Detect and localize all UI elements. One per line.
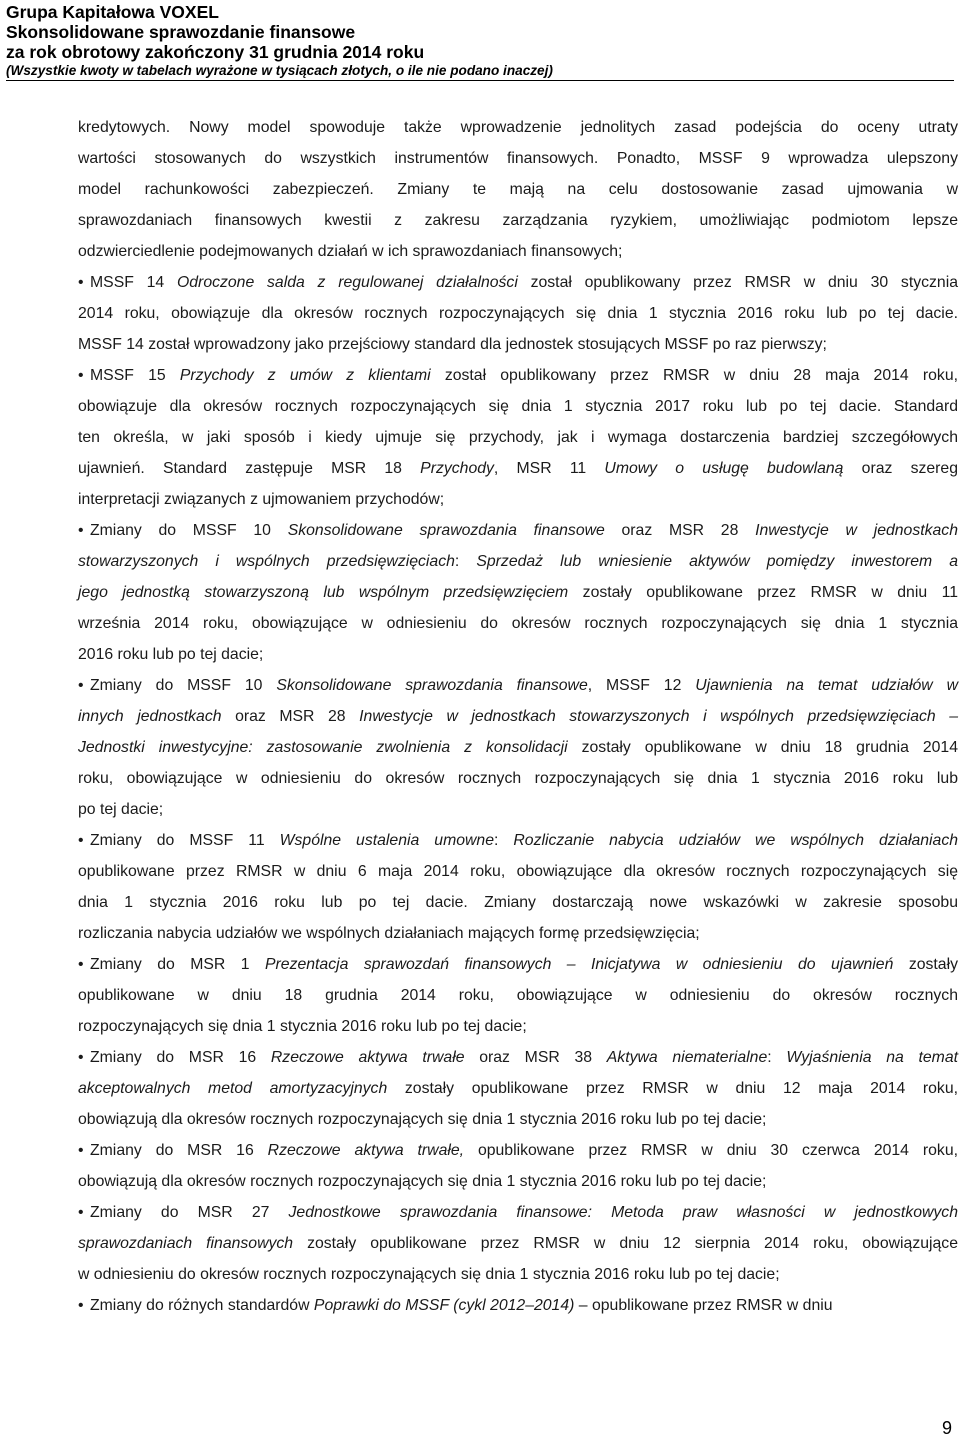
text-segment: zostały opublikowane w dniu 18 grudnia 2014 (567, 739, 958, 756)
text-segment: : (494, 832, 514, 849)
italic-text: Rozliczanie nabycia udziałów we wspólnych działaniach (513, 832, 959, 849)
text-segment: ten określa, w jaki sposób i kiedy ujmuje się przychody, jak i wymaga dostarczenia bardziej szczegółowych (78, 429, 958, 446)
text-segment: oraz szereg (843, 460, 959, 477)
bullet-icon: • (78, 677, 84, 694)
list-item-start-line (78, 670, 958, 701)
italic-text: Przychody z umów z klientami (179, 367, 431, 384)
header-rule (6, 80, 954, 81)
text-segment: oraz MSR 38 (464, 1049, 607, 1066)
bullet-icon: • (78, 1297, 84, 1314)
text-segment: : (454, 553, 477, 570)
text-line (78, 546, 958, 577)
text-line (78, 856, 958, 887)
bullet-icon: • (78, 832, 84, 849)
list-item-start-line (78, 1135, 958, 1166)
text-segment: zostały opublikowane przez RMSR w dniu 12 sierpnia 2014 roku, obowiązujące (293, 1235, 958, 1252)
text-segment: zostały opublikowane przez RMSR w dniu 12 maja 2014 roku, (387, 1080, 959, 1097)
text-segment: Zmiany do różnych standardów (90, 1297, 314, 1314)
list-item-start-line (78, 825, 958, 856)
list-item-start-line (78, 1042, 958, 1073)
text-line (78, 1073, 958, 1104)
text-segment: zostały (893, 956, 958, 973)
bullet-icon: • (78, 1204, 84, 1221)
text-segment: , MSSF 12 (587, 677, 696, 694)
italic-text: Sprzedaż lub wniesienie aktywów pomiędzy inwestorem a (476, 553, 958, 570)
text-line (78, 577, 958, 608)
text-segment: oraz MSR 28 (604, 522, 756, 539)
text-segment: obowiązują dla okresów rocznych rozpoczynających się dnia 1 stycznia 2016 roku lub po tej dacie; (78, 1111, 767, 1128)
text-segment: rozliczania nabycia udziałów we wspólnych działaniach mających formę przedsięwzięcia; (78, 925, 700, 942)
text-segment: został opublikowany przez RMSR w dniu 30 stycznia (517, 274, 958, 291)
text-segment: opublikowane w dniu 18 grudnia 2014 roku, obowiązujące w odniesieniu do okresów rocznych (78, 987, 958, 1004)
text-line (78, 329, 958, 360)
italic-text: Przychody (420, 460, 494, 477)
text-segment: : (767, 1049, 787, 1066)
list-item-start-line (78, 515, 958, 546)
text-segment: , MSR 11 (493, 460, 605, 477)
bullet-icon: • (78, 274, 84, 291)
italic-text: sprawozdaniach finansowych (78, 1235, 294, 1252)
text-segment: Zmiany do MSSF 10 (90, 522, 288, 539)
text-segment: – opublikowane przez RMSR w dniu (574, 1297, 833, 1314)
text-segment: sprawozdaniach finansowych kwestii z zakresu zarządzania ryzykiem, umożliwiając podmiotom lepsze (78, 212, 958, 229)
text-line (78, 794, 958, 825)
text-segment: opublikowane przez RMSR w dniu 30 czerwca 2014 roku, (464, 1142, 958, 1159)
text-segment: Zmiany do MSR 1 (90, 956, 265, 973)
italic-text: Skonsolidowane sprawozdania finansowe (276, 677, 588, 694)
text-line (78, 484, 958, 515)
list-item-start-line (78, 949, 958, 980)
report-period: za rok obrotowy zakończony 31 grudnia 2014 roku (6, 42, 425, 62)
text-line (78, 236, 958, 267)
text-segment: września 2014 roku, obowiązujące w odniesieniu do okresów rocznych rozpoczynających się dnia 1 stycznia (78, 615, 958, 632)
text-segment: został opublikowany przez RMSR w dniu 28 maja 2014 roku, (430, 367, 958, 384)
text-line (78, 1104, 958, 1135)
text-segment: Zmiany do MSR 16 (90, 1049, 271, 1066)
italic-text: stowarzyszonych i wspólnych przedsięwzięciach (78, 553, 455, 570)
text-segment: 2016 roku lub po tej dacie; (78, 646, 264, 663)
bullet-icon: • (78, 956, 84, 973)
text-segment: kredytowych. Nowy model spowoduje także wprowadzenie jednolitych zasad podejścia do oceny utraty (78, 119, 958, 136)
text-line (78, 980, 958, 1011)
italic-text: Odroczone salda z regulowanej działalności (176, 274, 518, 291)
italic-text: Inwestycje w jednostkach (755, 522, 958, 539)
text-line (78, 143, 958, 174)
bullet-icon: • (78, 1049, 84, 1066)
italic-text: Prezentacja sprawozdań finansowych – Inicjatywa w odniesieniu do ujawnień (264, 956, 894, 973)
list-item-start-line (78, 1290, 958, 1321)
text-segment: model rachunkowości zabezpieczeń. Zmiany te mają na celu dostosowanie zasad ujmowania w (78, 181, 958, 198)
text-line (78, 732, 958, 763)
italic-text: Aktywa niematerialne (606, 1049, 768, 1066)
text-segment: 2014 roku, obowiązuje dla okresów rocznych rozpoczynających się dnia 1 stycznia 2016 roku lub po tej dacie. (78, 305, 958, 322)
amounts-note: (Wszystkie kwoty w tabelach wyrażone w tysiącach złotych, o ile nie podano inaczej) (6, 63, 553, 78)
bullet-icon: • (78, 367, 84, 384)
italic-text: innych jednostkach (78, 708, 222, 725)
text-line (78, 1259, 958, 1290)
document-header (6, 2, 956, 81)
text-segment: odzwierciedlenie podejmowanych działań w ich sprawozdaniach finansowych; (78, 243, 623, 260)
text-segment: rozpoczynających się dnia 1 stycznia 2016 roku lub po tej dacie; (78, 1018, 527, 1035)
text-segment: obowiązuje dla okresów rocznych rozpoczynających się dnia 1 stycznia 2017 roku lub po tej dacie. Standard (78, 398, 958, 415)
text-line (78, 608, 958, 639)
page-number: 9 (941, 1418, 952, 1438)
text-segment: w odniesieniu do okresów rocznych rozpoczynających się dnia 1 stycznia 2016 roku lub po tej dacie; (78, 1266, 780, 1283)
text-segment: MSSF 15 (90, 367, 180, 384)
text-segment: opublikowane przez RMSR w dniu 6 maja 2014 roku, obowiązujące dla okresów rocznych rozpoczynających się (78, 863, 958, 880)
text-line (78, 298, 958, 329)
text-segment: po tej dacie; (78, 801, 164, 818)
text-line (78, 1011, 958, 1042)
text-line (78, 1228, 958, 1259)
list-item-start-line (78, 267, 958, 298)
text-line (78, 887, 958, 918)
text-line (78, 763, 958, 794)
italic-text: Wyjaśnienia na temat (786, 1049, 959, 1066)
text-segment: wartości stosowanych do wszystkich instrumentów finansowych. Ponadto, MSSF 9 wprowadza ulepszony (78, 150, 958, 167)
bullet-icon: • (78, 1142, 84, 1159)
italic-text: Ujawnienia na temat udziałów w (695, 677, 958, 694)
text-line (78, 701, 958, 732)
text-segment: Zmiany do MSSF 10 (90, 677, 277, 694)
text-segment: Zmiany do MSSF 11 (90, 832, 280, 849)
italic-text: Jednostkowe sprawozdania finansowe: Metoda praw własności w jednostkowych (288, 1204, 958, 1221)
text-segment: zostały opublikowane przez RMSR w dniu 11 (568, 584, 958, 601)
text-segment: oraz MSR 28 (221, 708, 360, 725)
italic-text: akceptowalnych metod amortyzacyjnych (78, 1080, 388, 1097)
text-line (78, 453, 958, 484)
italic-text: Inwestycje w jednostkach stowarzyszonych i wspólnych przedsięwzięciach – (359, 708, 958, 725)
italic-text: Rzeczowe aktywa trwałe, (267, 1142, 465, 1159)
italic-text: Skonsolidowane sprawozdania finansowe (287, 522, 605, 539)
document-body (78, 112, 958, 1321)
text-line (78, 112, 958, 143)
text-segment: interpretacji związanych z ujmowaniem przychodów; (78, 491, 445, 508)
text-line (78, 639, 958, 670)
list-item-start-line (78, 360, 958, 391)
italic-text: jego jednostką stowarzyszoną lub wspólnym przedsięwzięciem (78, 584, 569, 601)
text-segment: ujawnień. Standard zastępuje MSR 18 (78, 460, 421, 477)
italic-text: Jednostki inwestycyjne: zastosowanie zwolnienia z konsolidacji (78, 739, 568, 756)
text-segment: MSSF 14 został wprowadzony jako przejściowy standard dla jednostek stosujących MSSF po raz pierwszy; (78, 336, 827, 353)
list-item-start-line (78, 1197, 958, 1228)
text-line (78, 174, 958, 205)
text-segment: obowiązują dla okresów rocznych rozpoczynających się dnia 1 stycznia 2016 roku lub po tej dacie; (78, 1173, 767, 1190)
text-segment: roku, obowiązujące w odniesieniu do okresów rocznych rozpoczynających się dnia 1 stycznia 2016 roku lub (78, 770, 958, 787)
italic-text: Poprawki do MSSF (cykl 2012–2014) (313, 1297, 575, 1314)
report-title: Skonsolidowane sprawozdanie finansowe (6, 22, 356, 42)
text-segment: MSSF 14 (90, 274, 177, 291)
text-line (78, 1166, 958, 1197)
text-line (78, 391, 958, 422)
italic-text: Wspólne ustalenia umowne (279, 832, 494, 849)
bullet-icon: • (78, 522, 84, 539)
company-name: Grupa Kapitałowa VOXEL (6, 2, 219, 22)
text-line (78, 422, 958, 453)
text-line (78, 918, 958, 949)
italic-text: Umowy o usługę budowlaną (604, 460, 844, 477)
italic-text: Rzeczowe aktywa trwałe (270, 1049, 465, 1066)
text-segment: Zmiany do MSR 16 (90, 1142, 268, 1159)
text-line (78, 205, 958, 236)
text-segment: Zmiany do MSR 27 (90, 1204, 289, 1221)
text-segment: dnia 1 stycznia 2016 roku lub po tej dacie. Zmiany dostarczają nowe wskazówki w zakresie sposobu (78, 894, 958, 911)
